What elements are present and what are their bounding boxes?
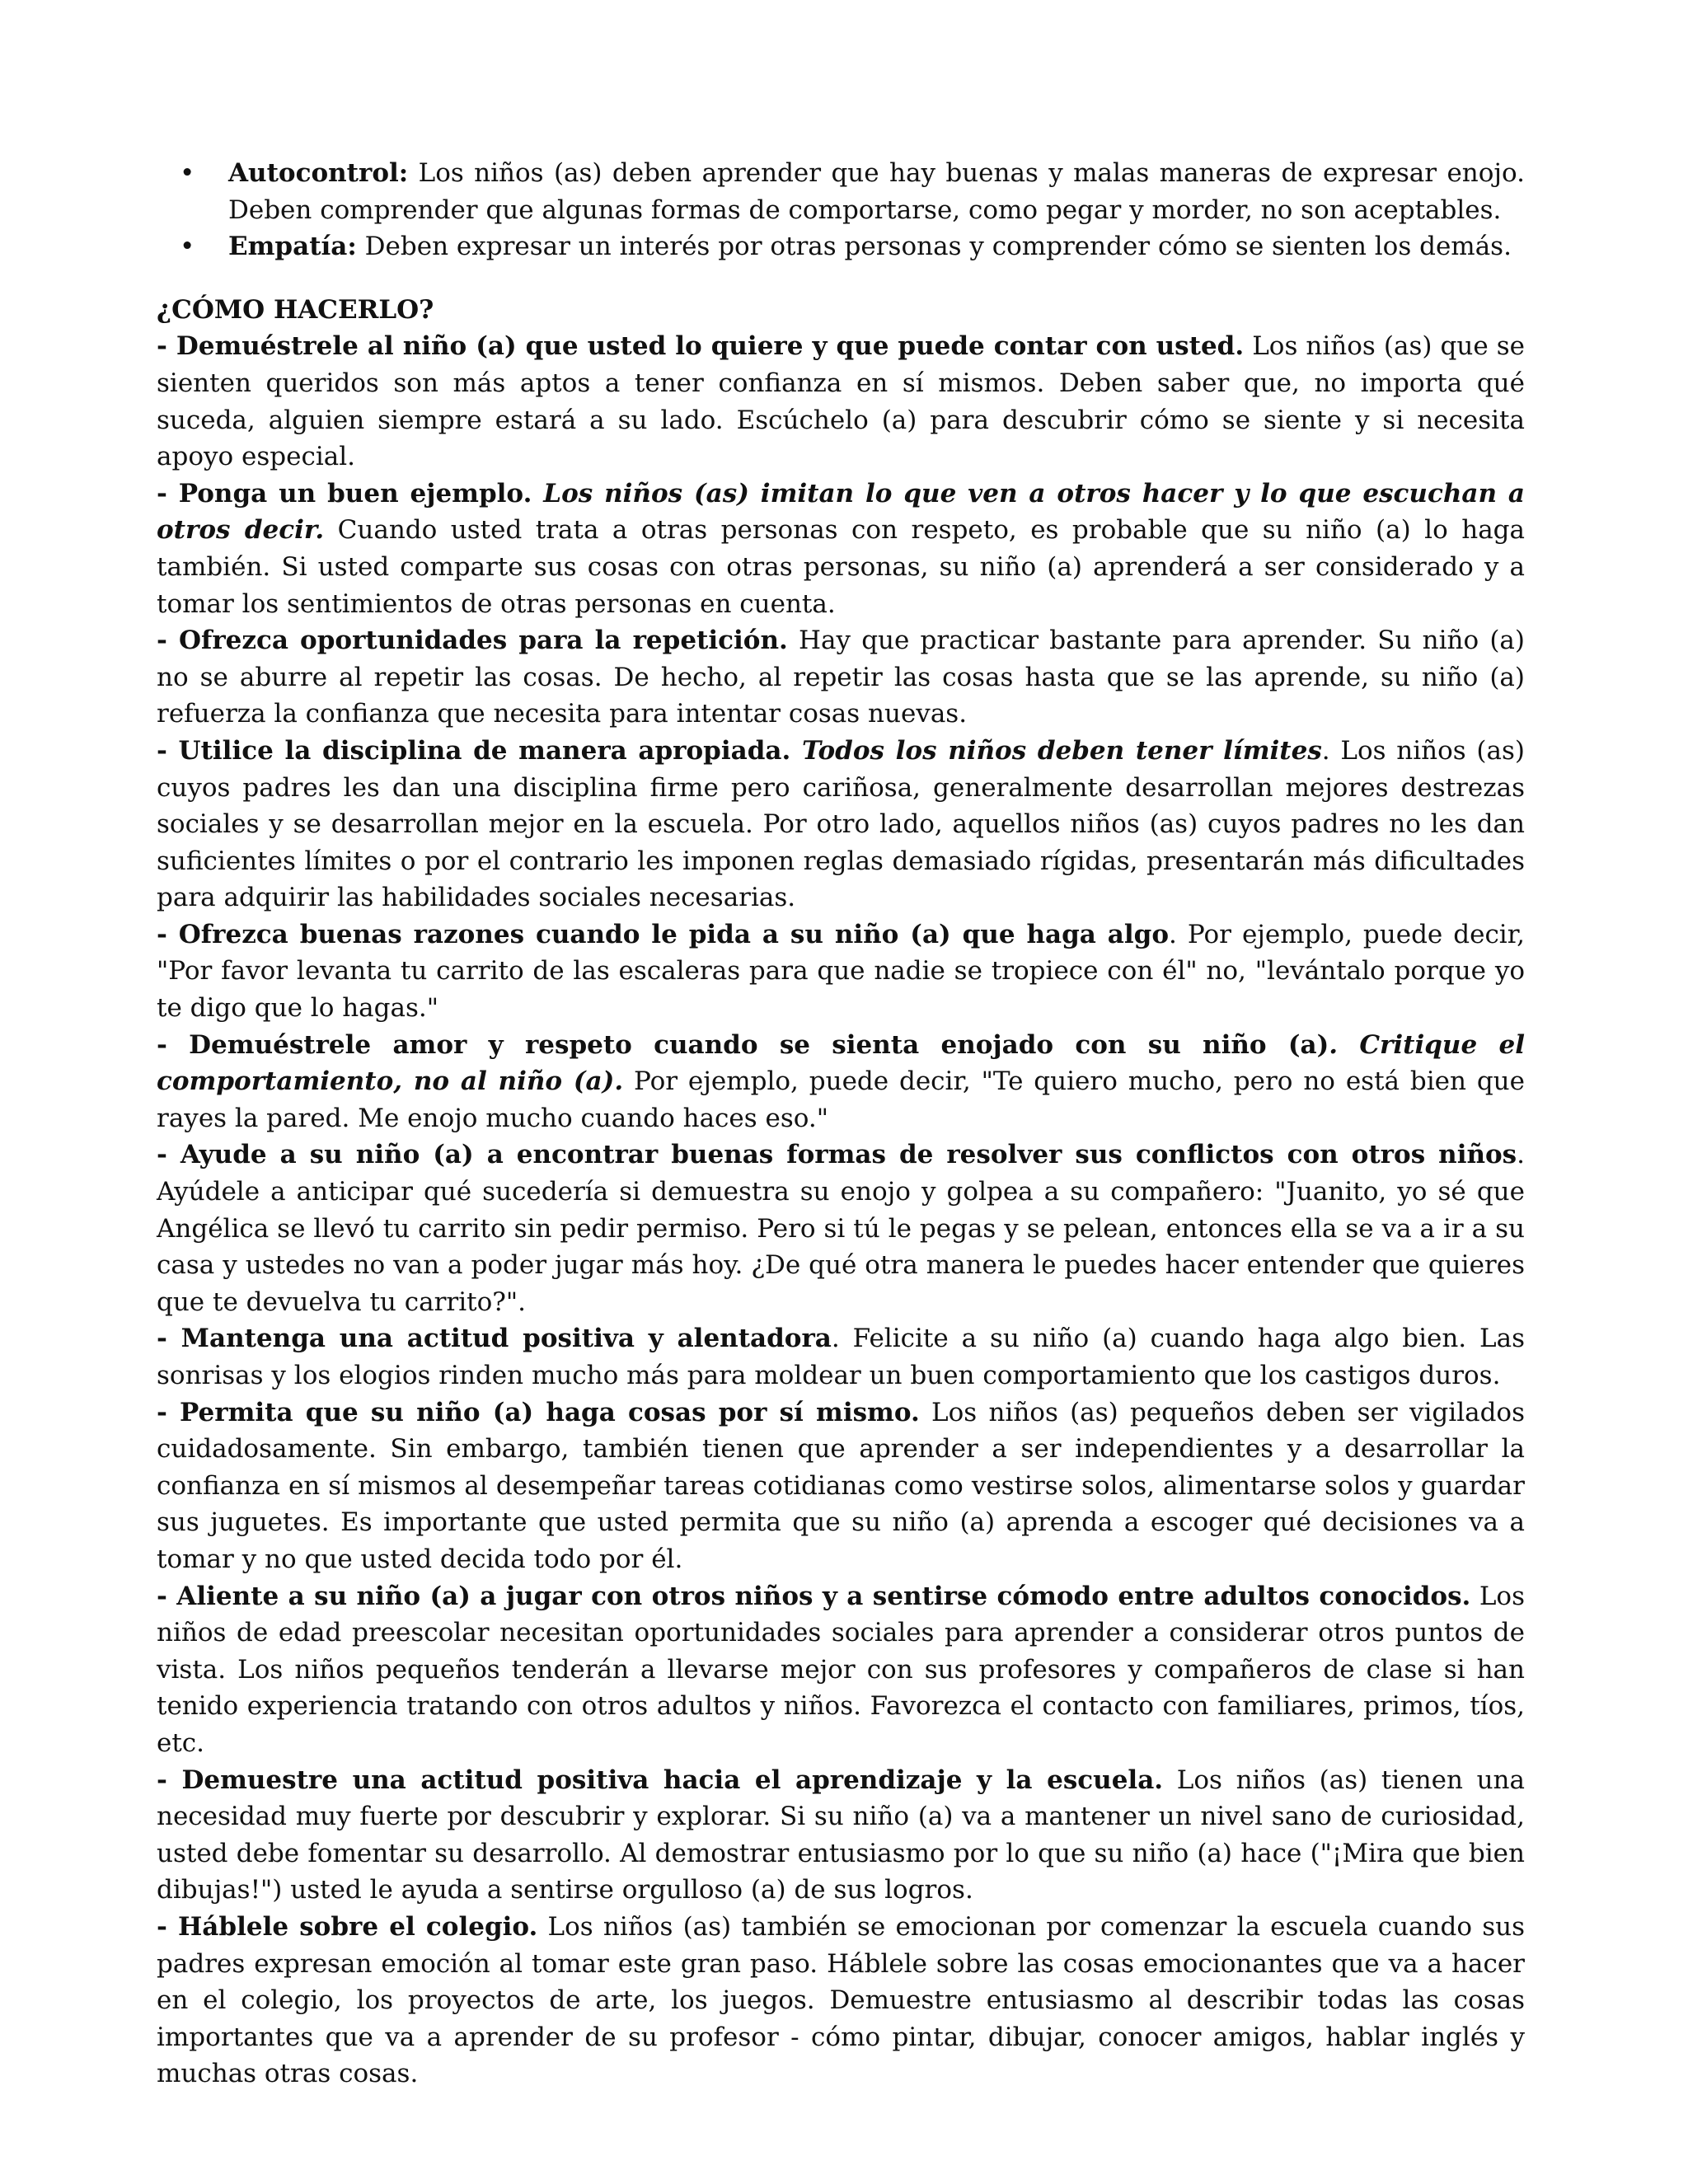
paragraph-lead: - Ofrezca buenas razones cuando le pida a su niño (a) que haga algo	[157, 919, 1170, 949]
bullet-text: Los niños (as) deben aprender que hay buenas y malas maneras de expresar enojo. Deben comprender que algunas formas de comportarse, como pegar y morder, no son aceptables.	[228, 158, 1525, 225]
bullet-list	[157, 155, 1525, 265]
section-heading: ¿CÓMO HACERLO?	[157, 294, 434, 325]
paragraph-text: . Los niños (as) cuyos padres les dan una disciplina firme pero cariñosa, generalmente desarrollan mejores destrezas sociales y se desarrollan mejor en la escuela. Por otro lado, aquellos niños (as) cuyos padres no les dan suficientes límites o por el contrario les imponen reglas demasiado rígidas, presentarán más dificultades para adquirir las habilidades sociales necesarias.	[157, 735, 1525, 913]
paragraph-lead: - Demuestre una actitud positiva hacia el aprendizaje y la escuela.	[157, 1765, 1164, 1795]
bullet-label: Autocontrol:	[228, 158, 409, 188]
paragraph-lead: - Permita que su niño (a) haga cosas por sí mismo.	[157, 1397, 920, 1427]
paragraph-text: Los niños (as) que se sienten queridos son más aptos a tener confianza en sí mismos. Deben saber que, no importa qué suceda, alguien siempre estará a su lado. Escúchelo (a) para descubrir cómo se siente y si necesita apoyo especial.	[157, 331, 1525, 472]
paragraph-lead: - Demuéstrele amor y respeto cuando se sienta enojado con su niño (a)	[157, 1029, 1329, 1060]
document-page	[157, 155, 1525, 2093]
paragraph	[157, 476, 1525, 622]
paragraph-lead: - Mantenga una actitud positiva y alentadora	[157, 1324, 832, 1354]
paragraph-text: . Por ejemplo, puede decir, "Por favor levanta tu carrito de las escaleras para que nadie se tropiece con él" no, "levántalo porque yo te digo que lo hagas."	[157, 919, 1525, 1024]
paragraph-emphasis: Todos los niños deben tener límites	[790, 735, 1322, 766]
bullet-label: Empatía:	[228, 232, 357, 262]
paragraph-text: Hay que practicar bastante para aprender. Su niño (a) no se aburre al repetir las cosas. De hecho, al repetir las cosas hasta que se las aprende, su niño (a) refuerza la confianza que necesita para intentar cosas nuevas.	[157, 626, 1525, 729]
paragraph-lead: - Ayude a su niño (a) a encontrar buenas formas de resolver sus conflictos con otros niños	[157, 1140, 1517, 1170]
paragraph	[157, 622, 1525, 733]
paragraph-text: Los niños (as) tienen una necesidad muy fuerte por descubrir y explorar. Si su niño (a) va a mantener un nivel sano de curiosidad, usted debe fomentar su desarrollo. Al demostrar entusiasmo por lo que su niño (a) hace ("¡Mira que bien dibujas!") usted le ayuda a sentirse orgulloso (a) de sus logros.	[157, 1765, 1525, 1905]
paragraph-text: . Ayúdele a anticipar qué sucedería si demuestra su enojo y golpea a su compañero: "Juanito, yo sé que Angélica se llevó tu carrito sin pedir permiso. Pero si tú le pegas y se pelean, entonces ella se va a ir a su casa y ustedes no van a poder jugar más hoy. ¿De qué otra manera le puedes hacer entender que quieres que te devuelva tu carrito?".	[157, 1140, 1525, 1317]
paragraph	[157, 916, 1525, 1027]
bullet-item-autocontrol	[157, 155, 1525, 228]
paragraph-lead: - Aliente a su niño (a) a jugar con otros niños y a sentirse cómodo entre adultos conocidos.	[157, 1581, 1471, 1611]
paragraph	[157, 1320, 1525, 1394]
paragraph-text: Los niños (as) también se emocionan por comenzar la escuela cuando sus padres expresan emoción al tomar este gran paso. Háblele sobre las cosas emocionantes que va a hacer en el colegio, los proyectos de arte, los juegos. Demuestre entusiasmo al describir todas las cosas importantes que va a aprender de su profesor - cómo pintar, dibujar, conocer amigos, hablar inglés y muchas otras cosas.	[157, 1911, 1525, 2089]
bullet-item-empatia	[157, 228, 1525, 265]
paragraph-lead: - Ofrezca oportunidades para la repetición.	[157, 626, 788, 656]
paragraph	[157, 1578, 1525, 1762]
paragraph	[157, 1394, 1525, 1578]
paragraph-lead: - Utilice la disciplina de manera apropiada.	[157, 735, 791, 766]
paragraph	[157, 733, 1525, 916]
paragraph	[157, 1762, 1525, 1909]
bullet-icon: •	[180, 158, 195, 188]
paragraph-text: Por ejemplo, puede decir, "Te quiero mucho, pero no está bien que rayes la pared. Me enojo mucho cuando haces eso."	[157, 1066, 1525, 1133]
paragraph-lead: - Háblele sobre el colegio.	[157, 1911, 538, 1942]
paragraph-lead: - Ponga un buen ejemplo.	[157, 478, 532, 509]
paragraph-text: Los niños (as) pequeños deben ser vigilados cuidadosamente. Sin embargo, también tienen que aprender a ser independientes y a desarrollar la confianza en sí mismos al desempeñar tareas cotidianas como vestirse solos, alimentarse solos y guardar sus juguetes. Es importante que usted permita que su niño (a) aprenda a escoger qué decisiones va a tomar y no que usted decida todo por él.	[157, 1397, 1526, 1574]
paragraph-lead: - Demuéstrele al niño (a) que usted lo quiere y que puede contar con usted.	[157, 331, 1245, 362]
paragraph-emphasis: Los niños (as) imitan lo que ven a otros hacer y lo que escuchan a otros decir.	[157, 478, 1525, 546]
paragraph-text: . Felicite a su niño (a) cuando haga algo bien. Las sonrisas y los elogios rinden mucho más para moldear un buen comportamiento que los castigos duros.	[157, 1324, 1526, 1390]
bullet-text: Deben expresar un interés por otras personas y comprender cómo se sienten los demás.	[356, 232, 1512, 262]
paragraph	[157, 328, 1525, 475]
paragraph	[157, 1909, 1525, 2093]
paragraph	[157, 1137, 1525, 1320]
paragraph-emphasis: . Critique el comportamiento, no al niño (a).	[157, 1029, 1525, 1097]
paragraph	[157, 1027, 1525, 1137]
paragraph-text: Los niños de edad preescolar necesitan oportunidades sociales para aprender a considerar otros puntos de vista. Los niños pequeños tenderán a llevarse mejor con sus profesores y compañeros de clase si han tenido experiencia tratando con otros adultos y niños. Favorezca el contacto con familiares, primos, tíos, etc.	[157, 1581, 1525, 1758]
bullet-icon: •	[180, 232, 195, 262]
paragraph-text: Cuando usted trata a otras personas con respeto, es probable que su niño (a) lo haga también. Si usted comparte sus cosas con otras personas, su niño (a) aprenderá a ser considerado y a tomar los sentimientos de otras personas en cuenta.	[157, 515, 1525, 619]
